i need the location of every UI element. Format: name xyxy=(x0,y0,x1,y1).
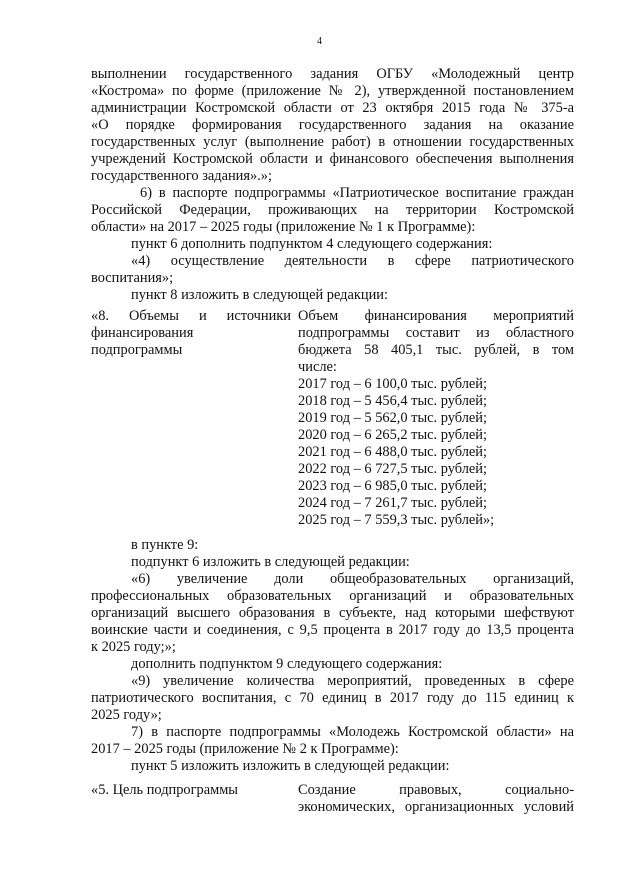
item6-line: 6) в паспорте подпрограммы «Патриотическое воспитание граждан xyxy=(140,185,574,201)
item6-line: Российской Федерации, проживающих на территории Костромской xyxy=(91,202,574,218)
page-number: 4 xyxy=(317,36,322,47)
table5-right-line: экономических, организационных условий xyxy=(298,799,574,815)
p9-sub6-line: к 2025 году;»; xyxy=(91,639,176,655)
table8-year-line: 2021 год – 6 488,0 тыс. рублей; xyxy=(298,444,487,460)
table8-year-line: 2023 год – 6 985,0 тыс. рублей; xyxy=(298,478,487,494)
table8-year-line: 2025 год – 7 559,3 тыс. рублей»; xyxy=(298,512,495,528)
p9-sub6-line: воинские части и соединения, с 9,5 процента в 2017 году до 13,5 процента xyxy=(91,622,574,638)
table8-year-line: 2020 год – 6 265,2 тыс. рублей; xyxy=(298,427,487,443)
table8-right-line: Объем финансирования мероприятий xyxy=(298,308,574,324)
item7-line: 2017 – 2025 годы (приложение № 2 к Программе): xyxy=(91,741,399,757)
table8-year-line: 2017 год – 6 100,0 тыс. рублей; xyxy=(298,376,487,392)
p9-sub6-line: организаций высшего образования в субъекте, над которыми шефствуют xyxy=(91,605,574,621)
p6-add-text: пункт 6 дополнить подпунктом 4 следующего содержания: xyxy=(131,236,493,252)
intro-line: администрации Костромской области от 23 октября 2015 года № 375-а xyxy=(91,100,574,116)
intro-line: выполнении государственного задания ОГБУ «Молодежный центр xyxy=(91,66,574,82)
table8-left-line: «8. Объемы и источники xyxy=(91,308,291,324)
p9-sub6-line: профессиональных образовательных организаций и образовательных xyxy=(91,588,574,604)
p9-sub9-line: 2025 году»; xyxy=(91,707,162,723)
table8-right-line: подпрограммы составит из областного xyxy=(298,325,574,341)
table8-year-line: 2019 год – 5 562,0 тыс. рублей; xyxy=(298,410,487,426)
table5-right-line: Создание правовых, социально- xyxy=(298,782,574,798)
table5-left-text: «5. Цель подпрограммы xyxy=(91,782,238,798)
p9-sub9-line: «9) увеличение количества мероприятий, проведенных в сфере xyxy=(131,673,574,689)
item6-line: области» на 2017 – 2025 годы (приложение № 1 к Программе): xyxy=(91,219,476,235)
p9-intro-text: в пункте 9: xyxy=(131,537,199,553)
table8-right-line: числе: xyxy=(298,359,337,375)
table8-year-line: 2022 год – 6 727,5 тыс. рублей; xyxy=(298,461,487,477)
p8-edit-text: пункт 8 изложить в следующей редакции: xyxy=(131,287,388,303)
intro-line: «О порядке формирования государственного задания на оказание xyxy=(91,117,574,133)
p9-sub6-line: «6) увеличение доли общеобразовательных организаций, xyxy=(131,571,574,587)
intro-line: учреждений Костромской области и финансового обеспечения выполнения xyxy=(91,151,574,167)
p9-sub9-line: патриотического воспитания, с 70 единиц в 2017 году до 115 единиц к xyxy=(91,690,574,706)
intro-line: «Кострома» по форме (приложение № 2), утвержденной постановлением xyxy=(91,83,574,99)
table8-left-line: финансирования xyxy=(91,325,194,341)
p9-add-text: дополнить подпунктом 9 следующего содержания: xyxy=(131,656,443,672)
p9-sub6-edit-text: подпункт 6 изложить в следующей редакции: xyxy=(131,554,410,570)
intro-line: государственных услуг (выполнение работ) в отношении государственных xyxy=(91,134,574,150)
p5-edit-text: пункт 5 изложить изложить в следующей редакции: xyxy=(131,758,450,774)
table8-right-line: бюджета 58 405,1 тыс. рублей, в том xyxy=(298,342,574,358)
p6-sub4-line: «4) осуществление деятельности в сфере патриотического xyxy=(131,253,574,269)
table8-left-line: подпрограммы xyxy=(91,342,183,358)
table8-year-line: 2018 год – 5 456,4 тыс. рублей; xyxy=(298,393,487,409)
table8-year-line: 2024 год – 7 261,7 тыс. рублей; xyxy=(298,495,487,511)
p6-sub4-line: воспитания»; xyxy=(91,270,174,286)
item7-line: 7) в паспорте подпрограммы «Молодежь Костромской области» на xyxy=(131,724,574,740)
intro-line: государственного задания».»; xyxy=(91,168,272,184)
